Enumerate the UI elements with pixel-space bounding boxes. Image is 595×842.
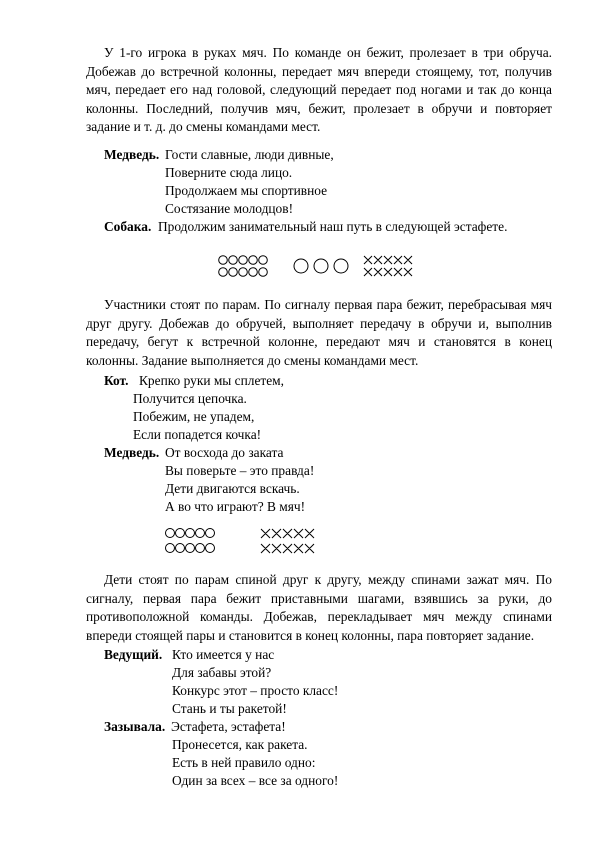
verse-line: Один за всех – все за одного! [172,773,339,788]
verse-line: От восхода до заката [165,445,284,460]
speaker-label: Зазывала. [104,719,166,734]
speaker-label: Ведущий. [104,647,163,662]
verse-line: Продолжаем мы спортивное [165,183,328,198]
relay-diagram-pairs [164,527,324,555]
paragraph-relay-3: Дети стоят по парам спиной друг к другу, между спинами зажат мяч. По сигналу, первая пара бежит приставными шагами, взявшись за руки, до противоположной команды. Добежав, перекладывает мяч между спинами впереди стоящей пары и становится в конец колонны, пара повторяет задание. [86,572,552,643]
relay-diagram-hoops [218,254,423,280]
verse-line: Стань и ты ракетой! [172,701,287,716]
speaker-label: Медведь. [104,445,160,460]
verse-line: Вы поверьте – это правда! [165,463,315,478]
team-b-crosses [261,529,314,553]
team-a-circles [166,529,215,553]
speaker-label: Кот. [104,373,129,388]
paragraph-relay-2: Участники стоят по парам. По сигналу первая пара бежит, перебрасывая мяч друг другу. Добежав до обручей, выполняет передачу в обручи и, выполнив передачу, бегут к встречной колонне, передают мяч и становятся в конец колонны. Задание выполняется до смены командами мест. [86,297,552,368]
verse-line: Кто имеется у нас [172,647,275,662]
verse-line: Дети двигаются вскачь. [165,481,300,496]
verse-line: Побежим, не упадем, [133,409,255,424]
team-a-circles [219,256,268,277]
verse-line: Эстафета, эстафета! [171,719,286,734]
verse-line: Состязание молодцов! [165,201,294,216]
team-b-crosses [364,256,412,276]
verse-line: Для забавы этой? [172,665,272,680]
verse-line: Гости славные, люди дивные, [165,147,334,162]
hoops [294,259,348,273]
paragraph-relay-1: У 1-го игрока в руках мяч. По команде он бежит, пролезает в три обруча. Добежав до встречной колонны, передает мяч впереди стоящему, тот, получив мяч, передает его над головой, следующий передает под ногами и так до конца колонны. Последний, получив мяч, бежит, пролезает в обручи и повторяет задание и т. д. до смены командами мест. [86,45,552,135]
verse-line: А во что играют? В мяч! [165,499,306,514]
speaker-label: Собака. [104,219,152,234]
verse-line: Поверните сюда лицо. [165,165,293,180]
verse-line: Пронесется, как ракета. [172,737,308,752]
verse-line: Получится цепочка. [133,391,247,406]
verse-line: Крепко руки мы сплетем, [139,373,285,388]
verse-line: Если попадется кочка! [133,427,262,442]
verse-line: Конкурс этот – просто класс! [172,683,339,698]
verse-line: Продолжим занимательный наш путь в следующей эстафете. [158,219,508,234]
speaker-label: Медведь. [104,147,160,162]
verse-line: Есть в ней правило одно: [172,755,316,770]
